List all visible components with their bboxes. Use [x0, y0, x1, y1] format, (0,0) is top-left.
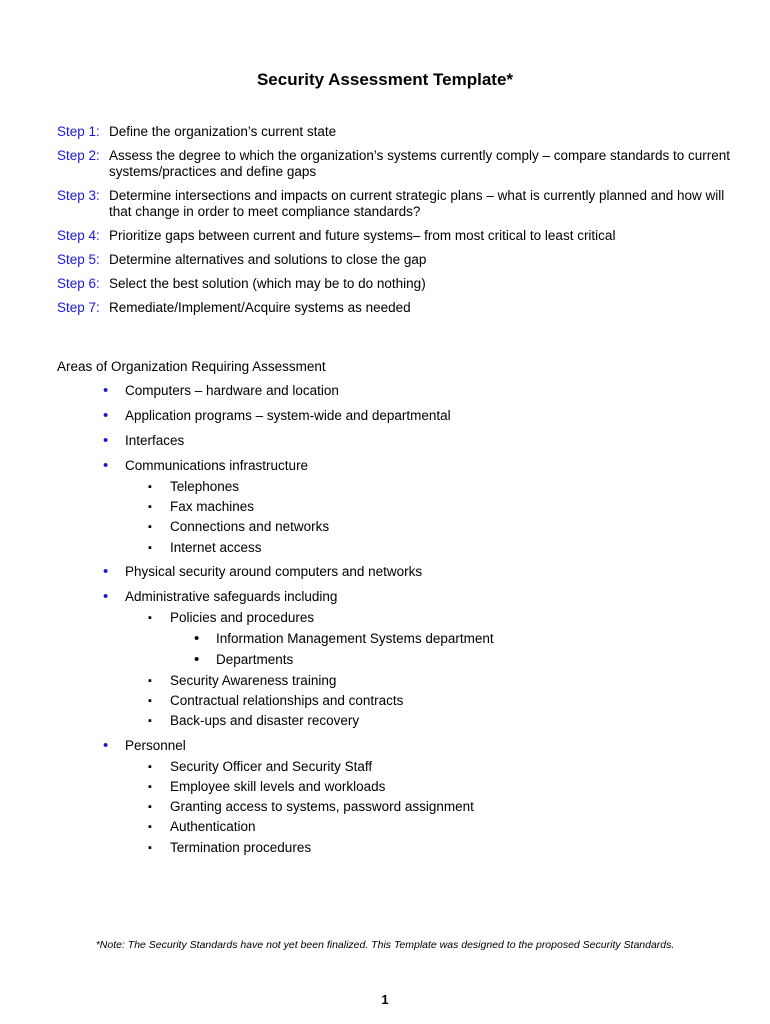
page-number: 1 — [381, 992, 389, 1007]
step-item — [57, 148, 737, 180]
areas-heading: Areas of Organization Requiring Assessment — [57, 359, 326, 374]
step-item — [57, 188, 737, 220]
list-item: • Physical security around computers and networks — [125, 564, 422, 580]
sub-list-item: ▪ Employee skill levels and workloads — [170, 779, 385, 795]
step-text: Determine intersections and impacts on current strategic plans – what is currently planned and how will that change in order to meet compliance standards? — [109, 188, 725, 219]
step-label: Step 6: — [57, 276, 100, 291]
step-label: Step 2: — [57, 148, 100, 163]
list-item: • Computers – hardware and location — [125, 383, 339, 399]
step-item — [57, 124, 737, 140]
sub-sub-list-item: • Departments — [216, 652, 293, 668]
sub-list-item: ▪ Authentication — [170, 819, 256, 835]
step-text: Prioritize gaps between current and future systems– from most critical to least critical — [109, 228, 616, 243]
step-label: Step 7: — [57, 300, 100, 315]
sub-list-item: ▪ Termination procedures — [170, 840, 311, 856]
sub-list-item: ▪ Internet access — [170, 540, 262, 556]
step-item — [57, 228, 737, 244]
sub-list-item: ▪ Connections and networks — [170, 519, 329, 535]
list-item: • Application programs – system-wide and departmental — [125, 408, 451, 424]
steps-list — [57, 124, 737, 324]
page-title: Security Assessment Template* — [256, 70, 514, 89]
step-item — [57, 276, 737, 292]
sub-list-item: ▪ Fax machines — [170, 499, 254, 515]
step-text: Remediate/Implement/Acquire systems as needed — [109, 300, 411, 315]
footnote: *Note: The Security Standards have not yet been finalized. This Template was designed to the proposed Security Standards. — [95, 939, 675, 951]
list-item: • Personnel — [125, 738, 186, 754]
sub-list-item: ▪ Telephones — [170, 479, 239, 495]
sub-sub-list-item: • Information Management Systems department — [216, 631, 494, 647]
sub-list-item: ▪ Policies and procedures — [170, 610, 314, 626]
list-item: • Interfaces — [125, 433, 184, 449]
step-text: Define the organization’s current state — [109, 124, 337, 139]
step-label: Step 5: — [57, 252, 100, 267]
step-text: Assess the degree to which the organization’s systems currently comply – compare standards to current systems/practices and define gaps — [109, 148, 731, 179]
step-item — [57, 252, 737, 268]
list-item: • Administrative safeguards including — [125, 589, 337, 605]
step-item — [57, 300, 737, 316]
step-text: Determine alternatives and solutions to close the gap — [109, 252, 427, 267]
sub-list-item: ▪ Granting access to systems, password assignment — [170, 799, 474, 815]
sub-list-item: ▪ Back-ups and disaster recovery — [170, 713, 359, 729]
step-label: Step 3: — [57, 188, 100, 203]
sub-list-item: ▪ Security Officer and Security Staff — [170, 759, 372, 775]
step-label: Step 4: — [57, 228, 100, 243]
step-text: Select the best solution (which may be to do nothing) — [109, 276, 426, 291]
sub-list-item: ▪ Contractual relationships and contracts — [170, 693, 403, 709]
step-label: Step 1: — [57, 124, 100, 139]
sub-list-item: ▪ Security Awareness training — [170, 673, 336, 689]
list-item: • Communications infrastructure — [125, 458, 308, 474]
